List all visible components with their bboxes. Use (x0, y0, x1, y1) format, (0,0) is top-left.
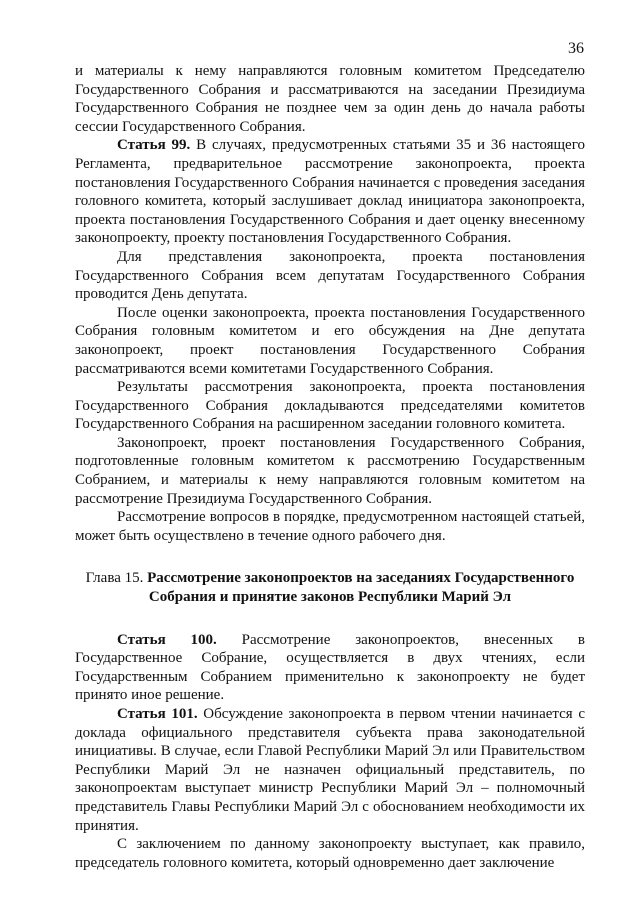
paragraph-text: С заключением по данному законопроекту выступает, как правило, председатель головного комитета, который одновременно дает заключение (75, 836, 585, 871)
page-number: 36 (568, 40, 584, 57)
paragraph-article-100 (75, 631, 585, 705)
paragraph-text: и материалы к нему направляются головным комитетом Председателю Государственного Собрания и рассматриваются на заседании Президиума Государственного Собрания не позднее чем за один день до начала работы сессии Государственного Собрания. (75, 63, 585, 135)
document-body (75, 62, 585, 872)
chapter-heading (75, 569, 585, 606)
paragraph (75, 508, 585, 545)
article-heading: Статья 101. (117, 706, 198, 722)
paragraph (75, 434, 585, 508)
chapter-title: Рассмотрение законопроектов на заседаниях Государственного Собрания и принятие законов Республики Марий Эл (147, 570, 575, 606)
paragraph-text: После оценки законопроекта, проекта постановления Государственного Собрания головным комитетом и его обсуждения на Дне депутата законопроект, проект постановления Государственного Собрания рассматриваются всеми комитетами Государственного Собрания. (75, 304, 585, 377)
paragraph (75, 835, 585, 872)
paragraph-text: В случаях, предусмотренных статьями 35 и 36 настоящего Регламента, предварительное рассмотрение законопроекта, проекта постановления Государственного Собрания начинается с проведения заседания головного комитета, который заслушивает доклад инициатора законопроекта, проекта постановления Государственного Собрания и дает оценку внесенному законопроекту, проекту постановления Государственного Собрания. (75, 137, 585, 247)
paragraph-article-101 (75, 705, 585, 835)
article-heading: Статья 100. (117, 631, 217, 648)
paragraph-text: Рассмотрение законопроектов, внесенных в Государственное Собрание, осуществляется в двух чтениях, если Государственным Собранием применительно к законопроекту не будет принято иное решение. (75, 631, 586, 704)
article-heading: Статья 99. (117, 137, 191, 154)
paragraph (75, 304, 585, 378)
paragraph-article-99 (75, 136, 585, 248)
paragraph (75, 378, 585, 434)
paragraph-text: Для представления законопроекта, проекта постановления Государственного Собрания всем депутатам Государственного Собрания проводится День депутата. (75, 248, 585, 303)
paragraph-text: Законопроект, проект постановления Государственного Собрания, подготовленные головным комитетом к рассмотрению Государственным Собранием, и материалы к нему направляются головным комитетом на рассмотрение Президиума Государственного Собрания. (75, 434, 585, 507)
paragraph-text: Рассмотрение вопросов в порядке, предусмотренном настоящей статьей, может быть осуществлено в течение одного рабочего дня. (75, 509, 585, 544)
paragraph-text: Результаты рассмотрения законопроекта, проекта постановления Государственного Собрания докладываются председателями комитетов Государственного Собрания на расширенном заседании головного комитета. (75, 379, 585, 433)
paragraph (75, 248, 585, 304)
paragraph (75, 62, 585, 136)
paragraph-text: Обсуждение законопроекта в первом чтении начинается с доклада официального представителя субъекта права законодательной инициативы. В случае, если Главой Республики Марий Эл или Правительством Республики Марий Эл не назначен официальный представитель, по законопроектам выступает министр Республики Марий Эл – полномочный представитель Главы Республики Марий Эл с обоснованием необходимости их принятия. (75, 706, 586, 834)
chapter-number: Глава 15. (85, 570, 148, 587)
